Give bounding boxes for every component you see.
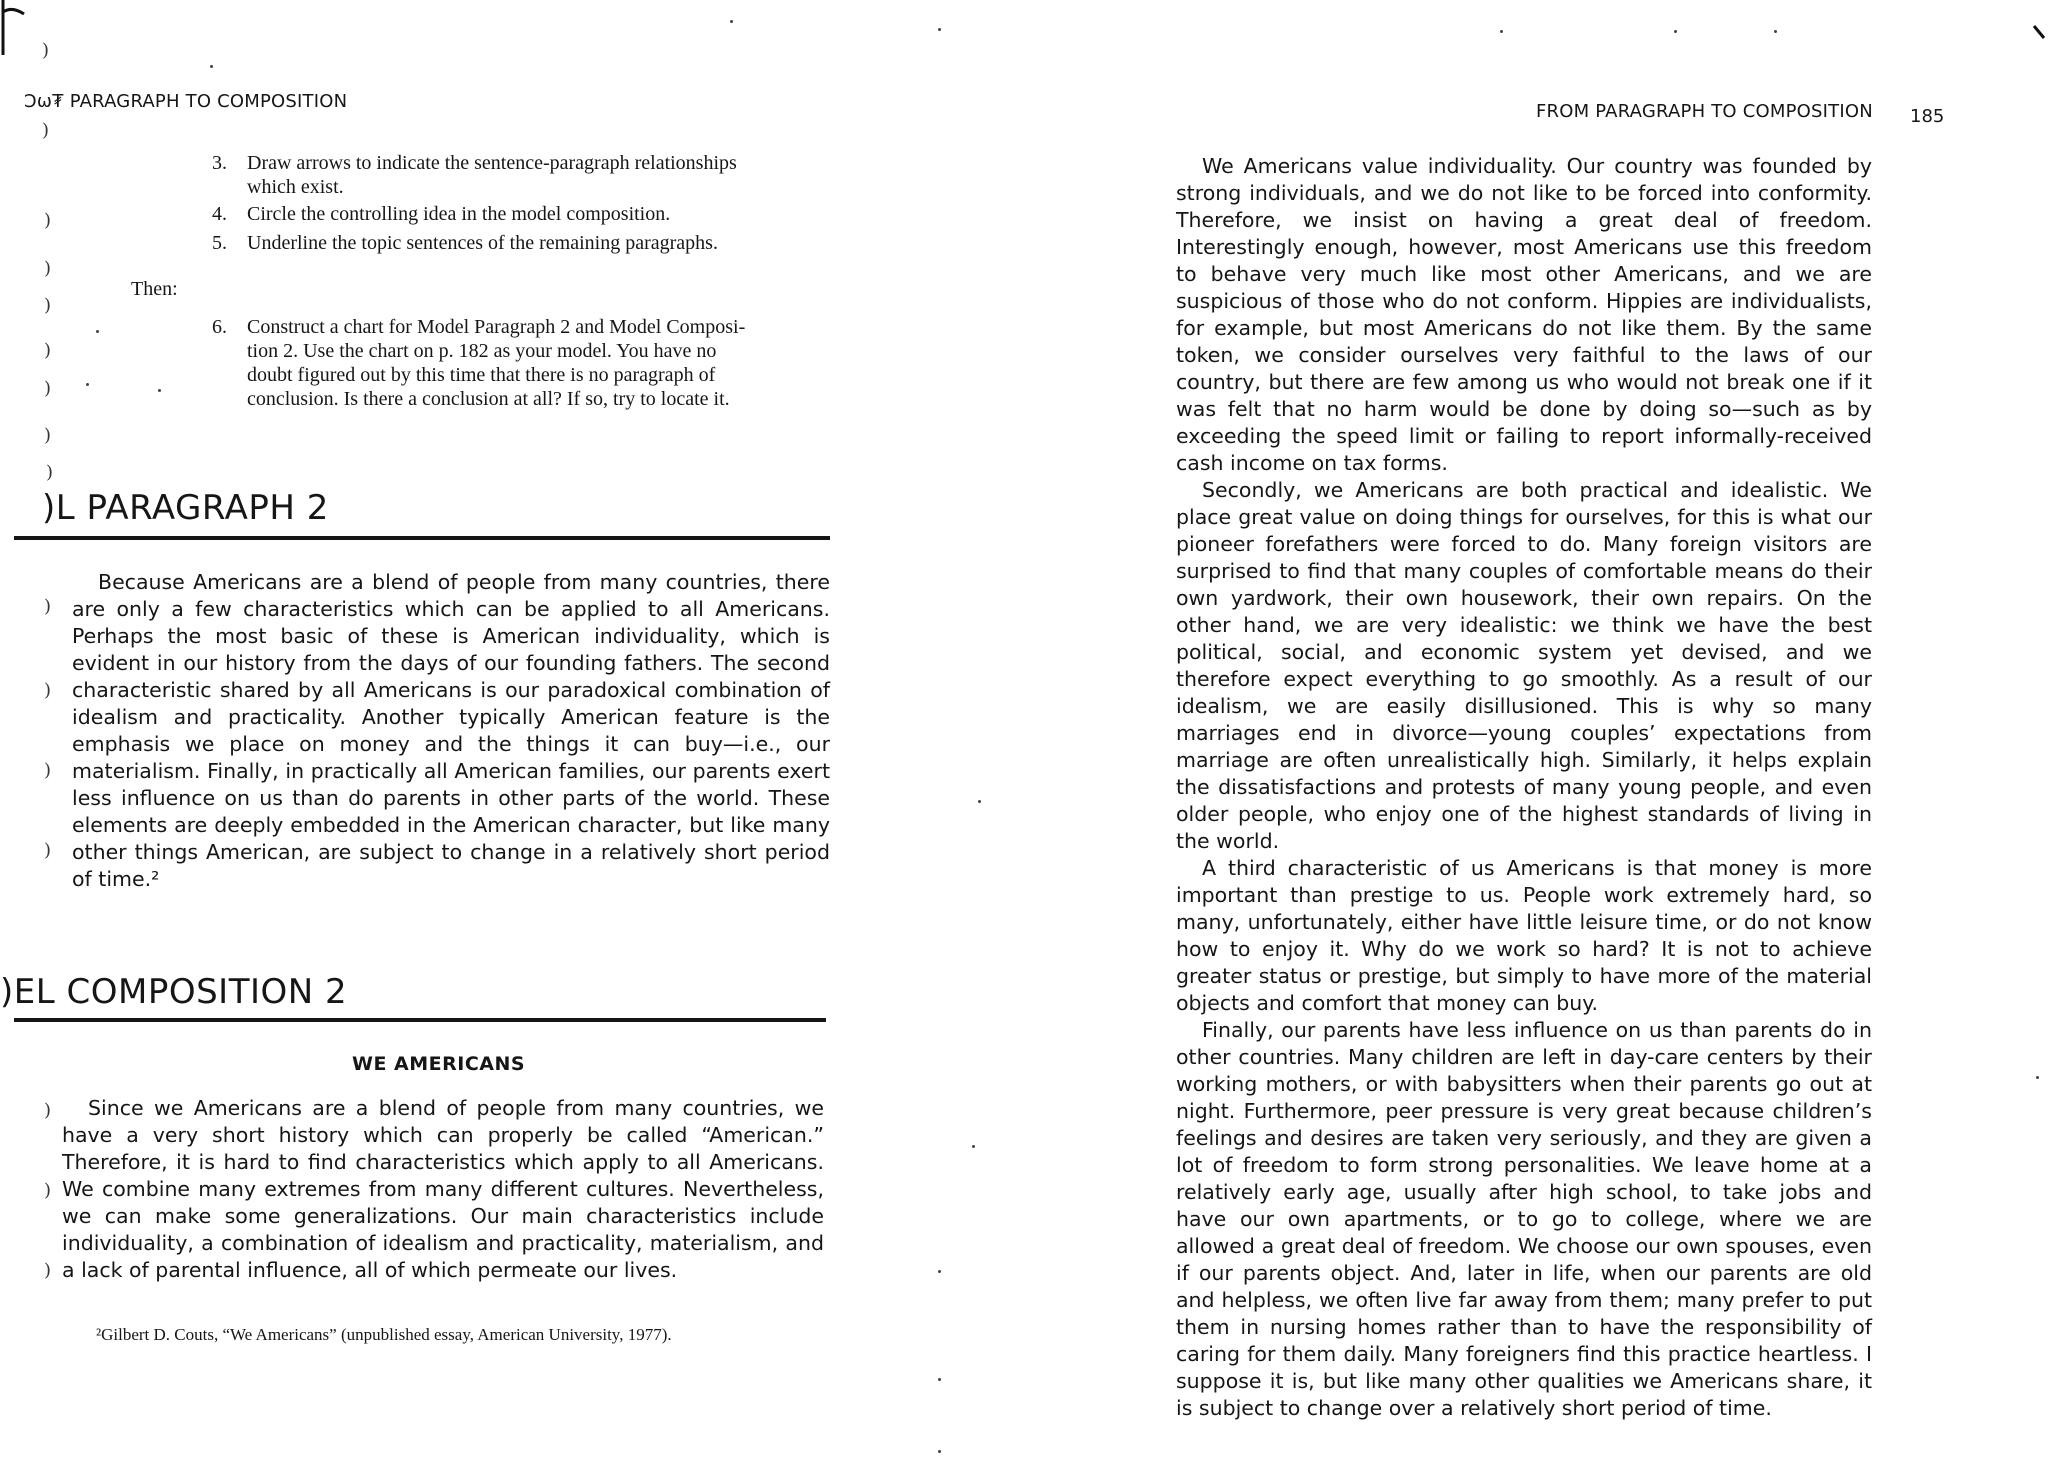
margin-mark: ) [44,760,52,781]
exercise-6 [212,315,832,415]
running-head: FROM PARAGRAPH TO COMPOSITION [1536,101,1873,122]
scan-speck [158,389,161,392]
exercise-text: which exist. [247,176,344,198]
corner-mark [2032,22,2048,46]
margin-mark: ) [44,840,52,861]
scan-speck [210,65,213,68]
footnote: ²Gilbert D. Couts, “We Americans” (unpublished essay, American University, 1977). [96,1325,672,1344]
exercise-text: Construct a chart for Model Paragraph 2 and Model Composi- [247,316,746,338]
section-heading-composition: )EL COMPOSITION 2 [0,972,348,1012]
exercise-list [212,151,832,261]
then-label: Then: [131,278,178,300]
exercise-text: Draw arrows to indicate the sentence-paragraph relationships [247,152,737,174]
exercise-text: Underline the topic sentences of the remaining paragraphs. [247,232,718,254]
running-head: Ɔω₮ PARAGRAPH TO COMPOSITION [24,91,348,112]
section-heading-paragraph: )L PARAGRAPH 2 [42,488,329,528]
model-composition [62,1095,824,1284]
body-paragraph: Finally, our parents have less influence on us than parents do in other countries. Many children are left in day-care centers by their working mothers, or with babysitters when their parents go out at night. Furthermore, peer pressure is very great because children’s feelings and desires are taken very seriously, and they are given a lot of freedom to form strong personalities. We leave home at a relatively early age, usually after high school, to take jobs and have our own apartments, or to go to college, where we are allowed a great deal of freedom. We choose our own spouses, even if our parents object. And, later in life, when our parents are old and helpless, we often live far away from them; many prefer to put them in nursing homes rather than to have the responsibility of caring for them daily. Many foreigners find this practice heartless. I suppose it is, but like many other qualities we Americans share, it is subject to change over a relatively short period of time. [1176,1018,1872,1420]
paragraph-text: Because Americans are a blend of people from many countries, there are only a few characteristics which can be applied to all Americans. Perhaps the most basic of these is American individuality, which is evident in our history from the days of our founding fathers. The second characteristic shared by all Americans is our paradoxical combination of idealism and practicality. Another typically American feature is the emphasis we place on money and the things it can buy—i.e., our materialism. Finally, in practically all American families, our parents exert less influence on us than do parents in other parts of the world. These elements are deeply embedded in the American character, but like many other things American, are subject to change in a relatively short period of time.² [72,570,830,891]
section-rule [14,1018,826,1022]
margin-mark: ) [42,120,50,141]
margin-mark: ) [44,1180,52,1201]
exercise-text: Circle the controlling idea in the model composition. [247,203,671,225]
scan-speck [730,20,733,23]
body-paragraph: We Americans value individuality. Our country was founded by strong individuals, and we do not like to be forced into conformity. Therefore, we insist on having a great deal of freedom. Interestingly enough, however, most Americans use this freedom to behave very much like most other Americans, and we are suspicious of those who do not conform. Hippies are individualists, for example, but most Americans do not like them. By the same token, we consider ourselves very faithful to the laws of our country, but there are few among us who would not break one if it was felt that no harm would be done by doing so—such as by exceeding the speed limit or failing to report informally-received cash income on tax forms. [1176,154,1872,475]
exercise-number: 5. [212,232,227,254]
scan-speck [86,383,89,386]
margin-mark: ) [44,680,52,701]
left-page [0,0,940,1466]
body-paragraph: Secondly, we Americans are both practical and idealistic. We place great value on doing things for ourselves, for this is what our pioneer forefathers were forced to do. Many foreign visitors are surprised to find that many couples of comfortable means do their own yardwork, their own housework, their own repairs. On the other hand, we are very idealistic: we think we have the best political, social, and economic system yet devised, and we therefore expect everything to go smoothly. As a result of our idealism, we are easily disillusioned. This is why so many marriages end in divorce—young couples’ expectations from marriage are often unrealistically high. Similarly, it helps explain the dissatisfactions and protests of many young people, and even older people, who enjoy one of the highest standards of living in the world. [1176,478,1872,853]
model-paragraph [72,569,830,893]
page-number: 185 [1910,106,1945,127]
body-paragraph: A third characteristic of us Americans is that money is more important than prestige to us. People work extremely hard, so many, unfortunately, either have little leisure time, or do not know how to enjoy it. Why do we work so hard? It is not to achieve greater status or prestige, but simply to have more of the material objects and comfort that money can buy. [1176,856,1872,1015]
margin-mark: ) [44,1260,52,1281]
margin-mark: ) [44,1100,52,1121]
exercise-number: 4. [212,203,227,225]
exercise-number: 6. [212,316,227,338]
exercise-text: conclusion. Is there a conclusion at all? If so, try to locate it. [247,388,730,410]
margin-mark: ) [42,40,50,61]
composition-continuation [1176,153,1872,1422]
scan-speck [1500,30,1503,33]
binding-corner-mark [0,0,30,60]
margin-mark: ) [44,425,52,446]
scan-speck [1774,30,1777,33]
margin-mark: ) [44,596,52,617]
scan-speck [2036,1076,2039,1079]
section-rule [14,536,830,540]
composition-title: WE AMERICANS [352,1053,526,1075]
margin-mark: ) [44,378,52,399]
margin-mark: ) [44,340,52,361]
right-page [940,0,2048,1466]
exercise-number: 3. [212,152,227,174]
margin-mark: ) [46,462,54,483]
margin-mark: ) [44,210,52,231]
exercise-text: tion 2. Use the chart on p. 182 as your model. You have no [247,340,717,362]
margin-mark: ) [44,295,52,316]
composition-text: Since we Americans are a blend of people from many countries, we have a very short history which can properly be called “American.” Therefore, it is hard to find characteristics which apply to all Americans. We combine many extremes from many different cultures. Nevertheless, we can make some generalizations. Our main characteristics include individuality, a combination of idealism and practicality, materialism, and a lack of parental influence, all of which permeate our lives. [62,1096,824,1282]
exercise-text: doubt figured out by this time that there is no paragraph of [247,364,716,386]
scan-speck [1674,30,1677,33]
scan-speck [96,330,99,333]
margin-mark: ) [44,258,52,279]
